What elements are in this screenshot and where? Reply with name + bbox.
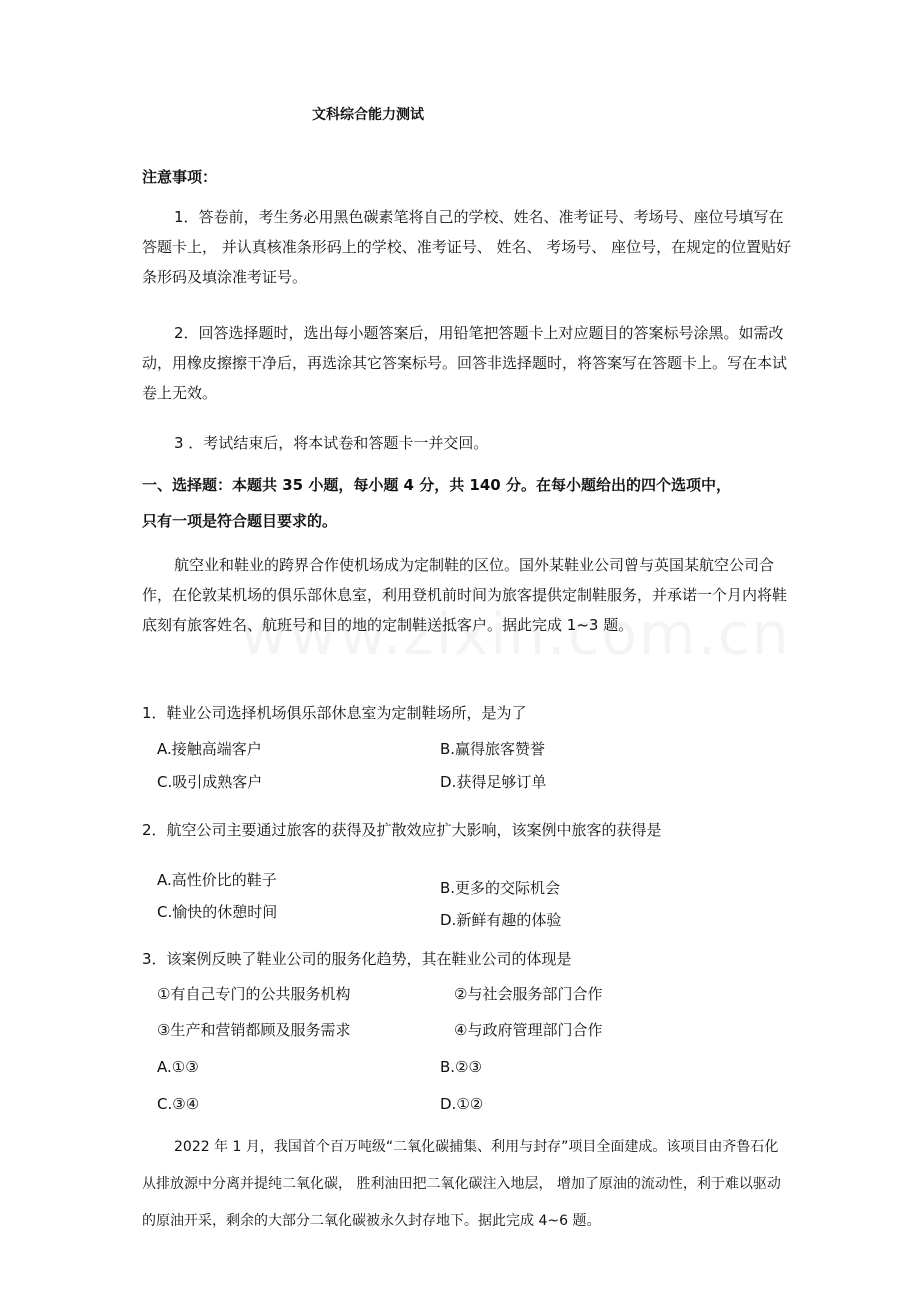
question-3-option-a: A.①③: [157, 1058, 199, 1076]
notice-2: 2．回答选择题时，选出每小题答案后，用铅笔把答题卡上对应题目的答案标号涂黑。如需改动，用橡皮擦擦干净后，再选涂其它答案标号。回答非选择题时，将答案写在答题卡上。写在本试卷上无效。: [142, 324, 788, 402]
question-3-item-1: ①有自己专门的公共服务机构: [157, 985, 351, 1003]
question-1-option-c: C.吸引成熟客户: [157, 773, 263, 791]
question-2-option-d: D.新鲜有趣的体验: [440, 911, 562, 929]
question-2-option-a: A.高性价比的鞋子: [157, 871, 277, 889]
question-3-item-4: ④与政府管理部门合作: [454, 1021, 603, 1039]
question-1-option-d: D.获得足够订单: [440, 773, 547, 791]
question-1-option-a: A.接触高端客户: [157, 740, 262, 758]
section1-heading-line1: 一、选择题：本题共 35 小题，每小题 4 分，共 140 分。在每小题给出的四个选项中，: [142, 476, 731, 494]
question-1-stem: 1．鞋业公司选择机场俱乐部休息室为定制鞋场所，是为了: [142, 704, 527, 722]
question-2-option-b: B.更多的交际机会: [440, 879, 561, 897]
question-3-stem: 3．该案例反映了鞋业公司的服务化趋势，其在鞋业公司的体现是: [142, 950, 572, 968]
question-3-item-2: ②与社会服务部门合作: [454, 985, 603, 1003]
passage-1: 航空业和鞋业的跨界合作使机场成为定制鞋的区位。国外某鞋业公司曾与英国某航空公司合作，在伦敦某机场的俱乐部休息室，利用登机前时间为旅客提供定制鞋服务，并承诺一个月内将鞋底刻有旅客姓名、航班号和目的地的定制鞋送抵客户。据此完成 1~3 题。: [142, 556, 788, 634]
question-3-option-d: D.①②: [440, 1095, 484, 1113]
question-2-option-c: C.愉快的休憩时间: [157, 903, 278, 921]
notice-3: 3 ．考试结束后，将本试卷和答题卡一并交回。: [174, 434, 489, 452]
question-2-stem: 2．航空公司主要通过旅客的获得及扩散效应扩大影响，该案例中旅客的获得是: [142, 821, 662, 839]
question-3-item-3: ③生产和营销都顾及服务需求: [157, 1021, 351, 1039]
passage-2: 2022 年 1 月，我国首个百万吨级“二氧化碳捕集、利用与封存”项目全面建成。该项目由齐鲁石化从排放源中分离并提纯二氧化碳， 胜利油田把二氧化碳注入地层， 增加了原油的流动性，利于难以驱动的原油开采，剩余的大部分二氧化碳被永久封存地下。据此完成 4~6 题。: [142, 1139, 781, 1229]
notice-1: 1．答卷前，考生务必用黑色碳素笔将自己的学校、姓名、准考证号、考场号、座位号填写在答题卡上， 并认真核准条形码上的学校、准考证号、 姓名、 考场号、 座位号，在规定的位置贴好条形码及填涂准考证号。: [142, 208, 792, 286]
question-1-option-b: B.赢得旅客赞誉: [440, 740, 546, 758]
question-3-option-b: B.②③: [440, 1058, 482, 1076]
section1-heading-line2: 只有一项是符合题目要求的。: [142, 512, 338, 530]
page-title: 文科综合能力测试: [312, 107, 424, 123]
notice-heading: 注意事项：: [142, 168, 218, 186]
question-3-option-c: C.③④: [157, 1095, 200, 1113]
